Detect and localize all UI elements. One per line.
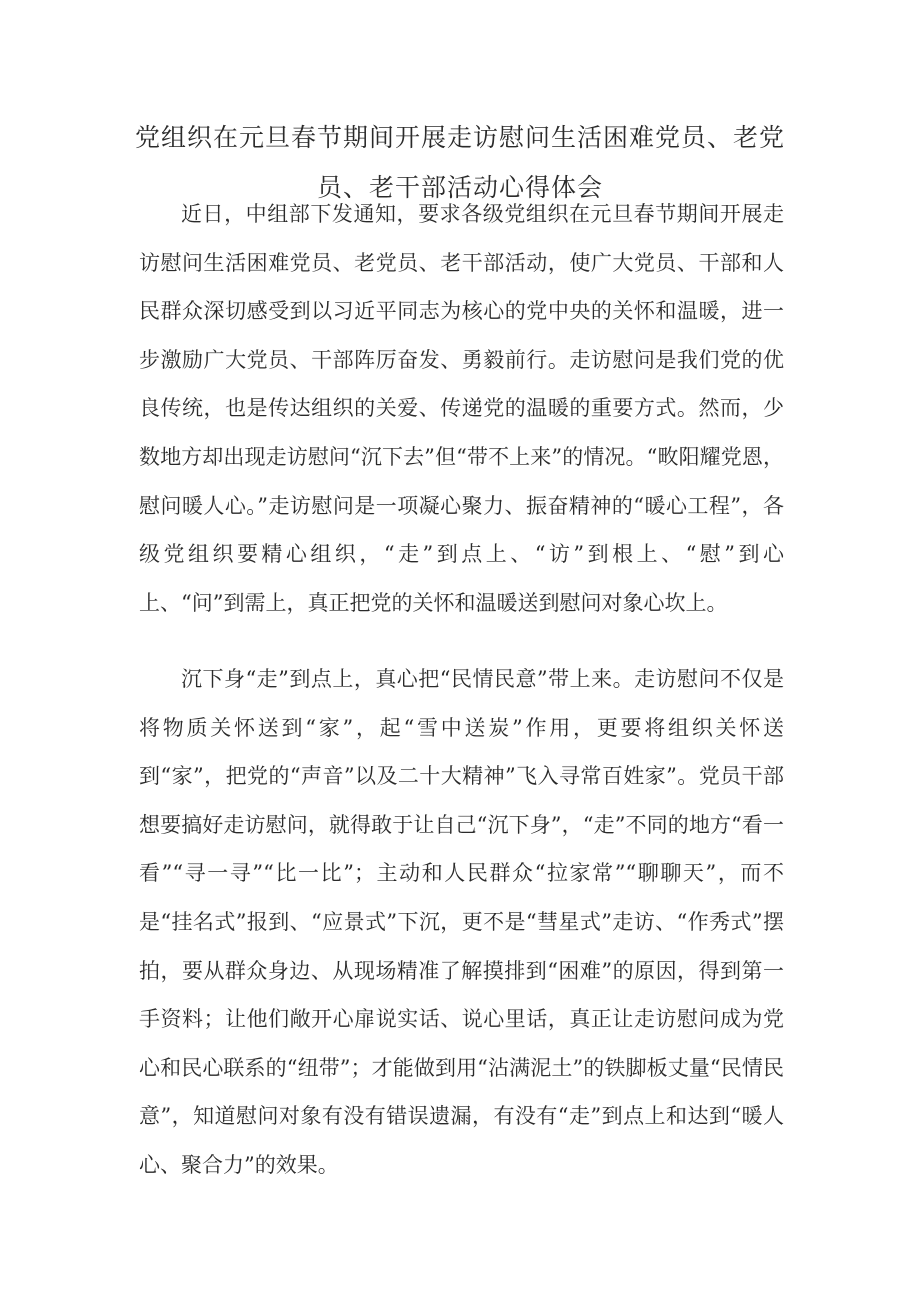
paragraph-2: 沉下身“走”到点上，真心把“民情民意”带上来。走访慰问不仅是将物质关怀送到“家”，起“雪中送炭”作用，更要将组织关怀送到“家”，把党的“声音”以及二十大精神”飞入寻常百姓家”。党员干部想要搞好走访慰问，就得敢于让自己“沉下身”，“走”不同的地方“看一看”“寻一寻”“比一比”；主动和人民群众“拉家常”“聊聊天”，而不是“挂名式”报到、“应景式”下沉，更不是“彗星式”走访、“作秀式”摆拍，要从群众身边、从现场精准了解摸排到“困难”的原因，得到第一手资料；让他们敞开心扉说实话、说心里话，真正让走访慰问成为党心和民心联系的“纽带”；才能做到用“沾满泥土”的铁脚板丈量“民情民意”，知道慰问对象有没有错误遗漏，有没有“走”到点上和达到“暖人心、聚合力”的效果。	[139, 667, 784, 1177]
title-line-1: 党组织在元旦春节期间开展走访慰问生活困难党员、老党	[134, 123, 785, 152]
paragraph-1: 近日，中组部下发通知，要求各级党组织在元旦春节期间开展走访慰问生活困难党员、老党员、老干部活动，使广大党员、干部和人民群众深切感受到以习近平同志为核心的党中央的关怀和温暖，进一步激励广大党员、干部阵厉奋发、勇毅前行。走访慰问是我们党的优良传统，也是传达组织的关爱、传递党的温暖的重要方式。然而，少数地方却出现走访慰问“沉下去”但“带不上来”的情况。“畋阳耀党恩，慰问暖人心。”走访慰问是一项凝心聚力、振奋精神的“暖心工程”，各级党组织要精心组织，“走”到点上、“访”到根上、“慰”到心上、“问”到需上，真正把党的关怀和温暖送到慰问对象心坎上。	[139, 202, 784, 615]
title-line-2: 员、老干部活动心得体会	[316, 173, 603, 202]
